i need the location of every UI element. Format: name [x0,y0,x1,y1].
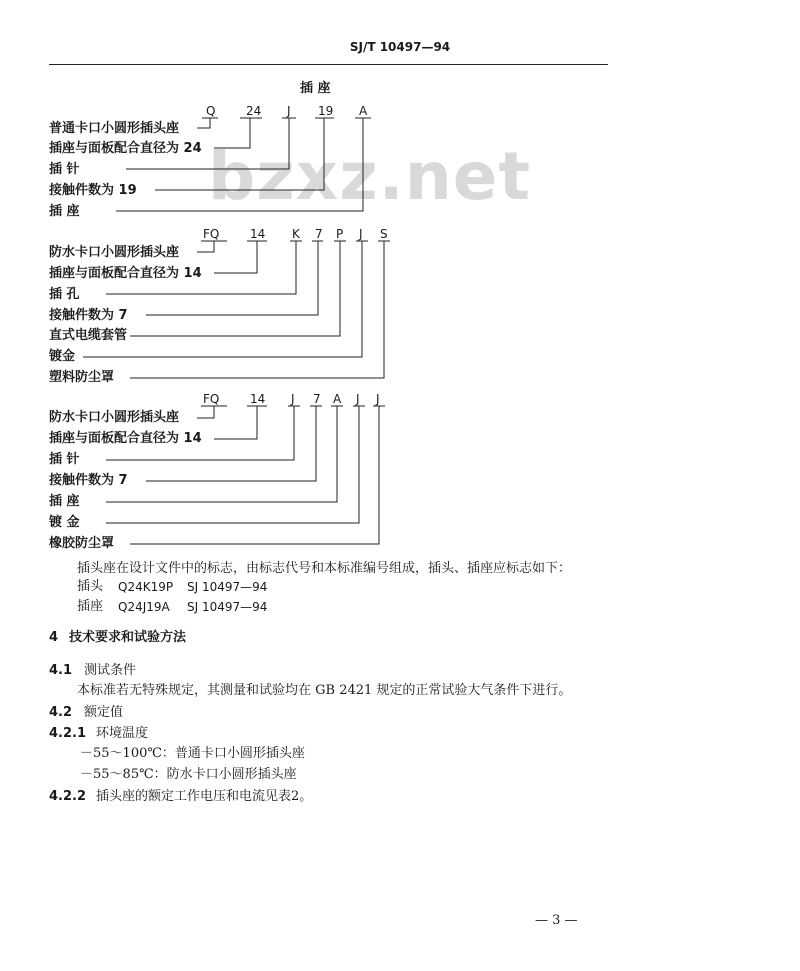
block1-code-series: Q [206,104,216,118]
block3-label-contact: 插 针 [49,452,80,467]
block2-code-sleeve: P [336,227,344,241]
block3-label-count: 接触件数为 7 [49,473,128,488]
block3-code-series: FQ [203,392,220,406]
block1-code-diameter: 24 [246,104,262,118]
block3-label-diameter: 插座与面板配合直径为 14 [49,431,202,446]
section42-title: 额定值 [84,705,124,720]
block1-label-series: 普通卡口小圆形插头座 [49,121,180,136]
block2-label-cap: 塑料防尘罩 [49,370,115,385]
block2-label-count: 接触件数为 7 [49,308,128,323]
marking-socket-standard: SJ 10497—94 [187,600,268,614]
block1-label-count: 接触件数为 19 [49,183,137,198]
section41-title: 测试条件 [84,663,137,678]
block1-label-contact: 插 针 [49,162,80,177]
block2-label-plating: 镀金 [49,349,76,364]
block2-code-series: FQ [203,227,220,241]
section421-item-1: －55～100℃：普通卡口小圆形插头座 [80,746,305,761]
block2-label-contact: 插 孔 [49,287,80,302]
block2-label-sleeve: 直式电缆套管 [49,328,128,343]
section4-number: 4 [49,630,59,645]
marking-socket-code: Q24J19A [118,600,170,614]
block3-code-diameter: 14 [250,392,266,406]
block3-label-series: 防水卡口小圆形插头座 [49,410,180,425]
marking-plug-code: Q24K19P [118,580,174,594]
block1-code-count: 19 [318,104,334,118]
block2-code-plating: J [359,227,363,241]
block2-code-cap: S [380,227,388,241]
block2-label-diameter: 插座与面板配合直径为 14 [49,266,202,281]
block3-label-type: 插 座 [49,494,80,509]
block3-label-plating: 镀 金 [49,515,80,530]
section41-text: 本标准若无特殊规定，其测量和试验均在 GB 2421 规定的正常试验大气条件下进行。 [77,683,572,698]
block1-label-diameter: 插座与面板配合直径为 24 [49,141,202,156]
block2-code-diameter: 14 [250,227,266,241]
marking-text: 插头座在设计文件中的标志，由标志代号和本标准编号组成，插头、插座应标志如下： [77,561,572,576]
block2-code-contact: K [292,227,300,241]
section42-number: 4.2 [49,705,73,720]
section422-text: 插头座的额定工作电压和电流见表2。 [96,789,313,804]
block3-label-cap: 橡胶防尘罩 [49,536,115,551]
header-standard-code: SJ/T 10497—94 [349,40,451,54]
section421-title: 环境温度 [96,726,149,741]
block3-code-type: A [333,392,342,406]
marking-plug-standard: SJ 10497—94 [187,580,268,594]
block1-code-contact: J [287,104,291,118]
watermark: bzxz.net [208,138,532,215]
block2-code-count: 7 [315,227,323,241]
section41-number: 4.1 [49,663,73,678]
block1-code-type: A [359,104,368,118]
section421-number: 4.2.1 [49,726,87,741]
section421-item-2: －55～85℃：防水卡口小圆形插头座 [80,767,297,782]
marking-socket-name: 插座 [77,599,104,614]
section422-number: 4.2.2 [49,789,87,804]
block2-label-series: 防水卡口小圆形插头座 [49,245,180,260]
block3-code-plating: J [356,392,360,406]
block1-label-type: 插 座 [49,204,80,219]
marking-plug-name: 插头 [77,579,104,594]
block3-code-count: 7 [313,392,321,406]
page-number: — 3 — [535,913,578,928]
section4-title: 技术要求和试验方法 [69,630,187,645]
block3-code-cap: J [376,392,380,406]
block1-title: 插 座 [300,81,331,96]
block3-code-contact: J [291,392,295,406]
